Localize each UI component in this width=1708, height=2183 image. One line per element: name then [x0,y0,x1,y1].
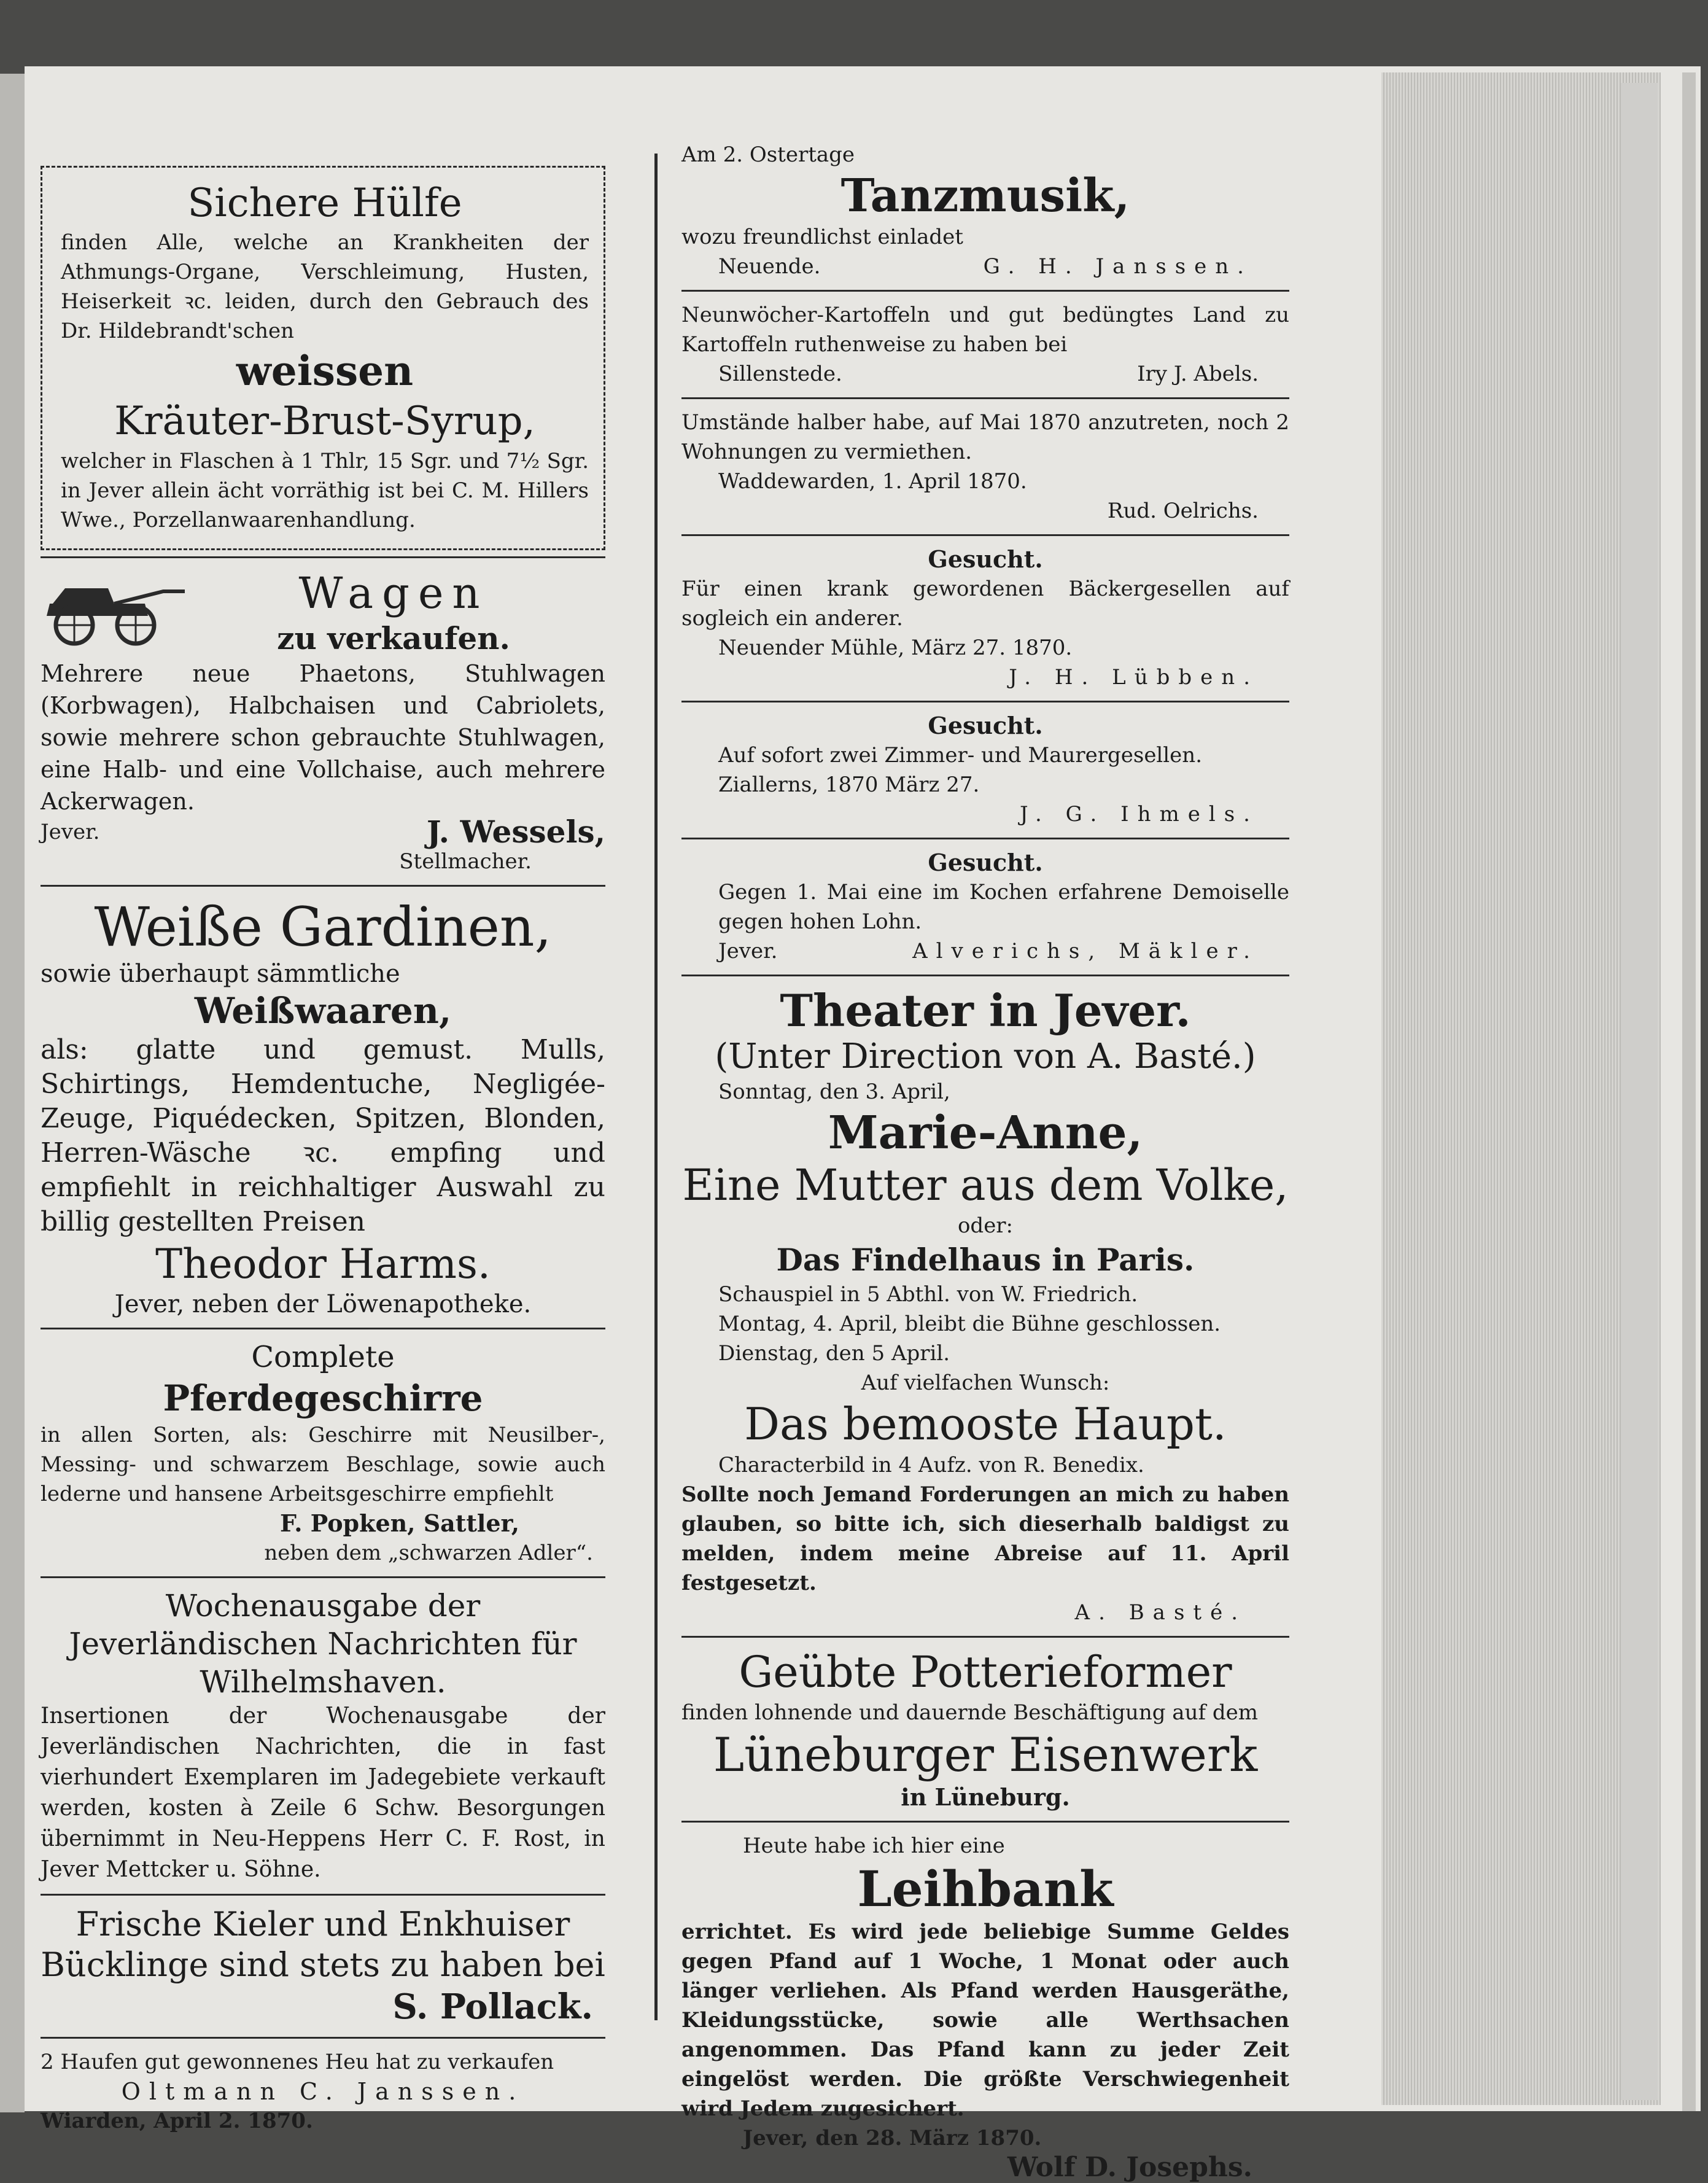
ad-tanzmusik [681,140,1289,281]
rule [681,838,1289,839]
ad-name: F. Popken, Sattler, [280,1509,519,1537]
ad-oder: oder: [957,1213,1014,1238]
ad-play-subtitle: Eine Mutter aus dem Volke, [682,1160,1289,1210]
ad-body: Gegen 1. Mai eine im Kochen erfahrene Demoiselle gegen hohen Lohn. [718,880,1289,934]
right-column [681,140,1289,2182]
ad-play: Das bemooste Haupt. [744,1398,1227,1450]
ad-place: Jever. [41,820,100,844]
ad-potterieformer [681,1646,1289,1812]
rule [41,1894,605,1896]
ad-line: sowie überhaupt sämmtliche [41,960,400,988]
ad-body: finden lohnende und dauernde Beschäftigung auf dem [681,1700,1258,1725]
ad-title: Frische Kieler und Enkhuiser Bücklinge sind stets zu haben bei [41,1905,605,1984]
ad-title: Wochenausgabe der Jeverländischen Nachrichten für Wilhelmshaven. [69,1588,577,1700]
ad-wagen [41,567,605,876]
rule [681,1821,1289,1823]
left-column [41,166,605,2136]
ad-gesucht-baecker [681,545,1289,692]
ad-play: Marie-Anne, [828,1107,1143,1159]
ad-pferdegeschirre [41,1338,605,1568]
rule [681,975,1289,976]
ad-place-date: Ziallerns, 1870 März 27. [718,772,980,797]
ad-body: Neunwöcher-Kartoffeln und gut bedüngtes Land zu Kartoffeln ruthenweise zu haben bei [681,303,1289,357]
ad-title: Tanzmusik, [840,169,1130,222]
ad-body: 2 Haufen gut gewonnenes Heu hat zu verkaufen [41,2050,554,2074]
ad-product-2: Kräuter-Brust-Syrup, [114,399,535,444]
ad-body: Mehrere neue Phaetons, Stuhlwagen (Korbwagen), Halbchaisen und Cabriolets, sowie mehrere schon gebrauchte Stuhlwagen, eine Halb- und eine Vollchaise, auch mehrere Ackerwagen. [41,660,605,815]
ad-body: Insertionen der Wochenausgabe der Jeverländischen Nachrichten, die in fast vierhundert Exemplaren im Jadegebiete verkauft werden, kosten à Zeile 6 Schw. Besorgungen übernimmt in Neu-Heppens Herr C. F. Rost, in Jever Mettcker u. Söhne. [41,1703,605,1882]
previous-page-edge [0,74,25,2112]
ad-gesucht-maurer [681,711,1289,829]
ad-address: Jever, neben der Löwenapotheke. [114,1290,532,1318]
ad-intro: finden Alle, welche an Krankheiten der Athmungs-Organe, Verschleimung, Husten, Heiserkeit ꝛc. leiden, durch den Gebrauch des Dr. Hildebrandt'schen [61,230,589,343]
ad-notice: Sollte noch Jemand Forderungen an mich zu haben glauben, so bitte ich, sich dieserhalb baldigst zu melden, indem meine Abreise auf 11. April festgesetzt. [681,1482,1289,1595]
ad-name: J. G. Ihmels. [1020,802,1259,827]
ad-place-date: Wiarden, April 2. 1870. [41,2109,313,2133]
ad-name: J. H. Lübben. [1009,665,1259,690]
ad-title: Pferdegeschirre [163,1377,483,1419]
ad-name: Iry J. Abels. [1137,362,1259,386]
ad-place-date: Waddewarden, 1. April 1870. [718,469,1027,494]
ad-title: Sichere Hülfe [187,181,462,226]
ad-body: welcher in Flaschen à 1 Thlr, 15 Sgr. und 7½ Sgr. in Jever allein ächt vorräthig ist bei C. M. Hillers Wwe., Porzellanwaarenhandlung. [61,449,589,532]
book-cover-edge [1682,72,1696,2111]
rule [41,1328,605,1329]
ad-name: S. Pollack. [392,1986,593,2027]
ad-sichere-huelfe [41,166,605,550]
rule [681,290,1289,292]
ad-date: Dienstag, den 5 April. [718,1341,950,1366]
ad-subtitle: zu verkaufen. [277,620,510,656]
ad-place-date: Neuender Mühle, März 27. 1870. [718,636,1073,660]
ad-heu [41,2047,605,2136]
ad-product-1: weissen [236,347,414,395]
ad-line: Complete [251,1340,395,1374]
ad-occupation: Stellmacher. [399,849,532,874]
column-divider [654,154,658,2020]
ad-buecklinge [41,1904,605,2028]
rule [41,556,605,558]
ad-leihbank [681,1831,1289,2182]
ad-title: Gesucht. [928,545,1043,573]
rule [681,534,1289,536]
ad-place-date: Jever, den 28. März 1870. [743,2126,1042,2150]
ad-line: Am 2. Ostertage [681,142,855,167]
ad-play-alt: Das Findelhaus in Paris. [776,1242,1195,1278]
ad-signature-row [681,359,1289,389]
ad-name: A. Basté. [1074,1600,1246,1625]
ad-body: in allen Sorten, als: Geschirre mit Neusilber-, Messing- und schwarzem Beschlage, sowie auch lederne und hansene Arbeitsgeschirre empfiehlt [41,1423,605,1506]
ad-company: Lüneburger Eisenwerk [713,1727,1258,1782]
ad-title: Leihbank [857,1860,1114,1918]
ad-title: Gesucht. [928,849,1043,876]
ad-signature-row [681,936,1289,966]
ad-theater [681,985,1289,1627]
ad-name: Oltmann C. Janssen. [121,2078,525,2105]
ad-name: Rud. Oelrichs. [1107,499,1259,523]
ad-play-info: Characterbild in 4 Aufz. von R. Benedix. [718,1453,1144,1477]
ad-name: G. H. Janssen. [983,254,1252,279]
ad-signature-row [41,814,605,850]
rule [681,397,1289,399]
book-fore-edge-highlight [1621,83,1658,2100]
ad-body: Umstände halber habe, auf Mai 1870 anzutreten, noch 2 Wohnungen zu vermiethen. [681,410,1289,464]
ad-place: Jever. [718,939,778,963]
ad-body: errichtet. Es wird jede beliebige Summe Geldes gegen Pfand auf 1 Woche, 1 Monat oder auch länger verliehen. Als Pfand werden Hausgeräthe, Kleidungsstücke, sowie alle Werthsachen angenommen. Das Pfand kann zu jeder Zeit eingelöst werden. Die größte Verschwiegenheit wird Jedem zugesichert. [681,1920,1289,2121]
ad-wohnungen [681,408,1289,526]
ad-request: Auf vielfachen Wunsch: [861,1371,1110,1395]
ad-place: Sillenstede. [718,362,842,386]
book-fore-edge [1381,72,1661,2105]
ad-title: Geübte Potterieformer [739,1647,1232,1697]
ad-line: wozu freundlichst einladet [681,225,963,249]
rule [681,701,1289,702]
ad-place: in Lüneburg. [901,1783,1070,1811]
ad-body: als: glatte und gemust. Mulls, Schirtings, Hemdentuche, Negligée-Zeuge, Piquédecken, Spitzen, Blonden, Herren-Wäsche ꝛc. empfing und empfiehlt in reichhaltiger Auswahl zu billig gestellten Preisen [41,1034,605,1237]
ad-title: Wagen [298,568,489,618]
ad-heading: Weißwaaren, [194,990,452,1032]
ad-direction: (Unter Direction von A. Basté.) [715,1037,1256,1076]
ad-name: J. Wessels, [426,814,605,850]
ad-signature-row [681,252,1289,281]
ad-body: Für einen krank gewordenen Bäckergesellen auf sogleich ein anderer. [681,577,1289,631]
rule [41,2037,605,2039]
ad-kartoffeln [681,300,1289,389]
ad-name: Theodor Harms. [155,1240,491,1288]
ad-place: Neuende. [718,254,821,279]
ad-title: Weiße Gardinen, [94,895,552,959]
ad-title: Gesucht. [928,712,1043,739]
rule [41,885,605,887]
ad-closed: Montag, 4. April, bleibt die Bühne geschlossen. [718,1312,1221,1336]
ad-weisse-gardinen [41,895,605,1319]
ad-name: Wolf D. Josephs. [1007,2152,1252,2183]
ad-play-info: Schauspiel in 5 Abthl. von W. Friedrich. [718,1282,1138,1307]
carriage-icon [41,567,194,647]
ad-gesucht-demoiselle [681,848,1289,966]
ad-line: Heute habe ich hier eine [743,1834,1005,1858]
rule [681,1636,1289,1638]
rule [41,1576,605,1578]
ad-date: Sonntag, den 3. April, [718,1080,950,1104]
ad-body: Auf sofort zwei Zimmer- und Maurergesellen. [718,743,1203,768]
ad-title: Theater in Jever. [780,984,1191,1037]
ad-address: neben dem „schwarzen Adler“. [264,1541,593,1565]
ad-wochenausgabe [41,1587,605,1885]
ad-name: Alverichs, Mäkler. [912,939,1259,963]
